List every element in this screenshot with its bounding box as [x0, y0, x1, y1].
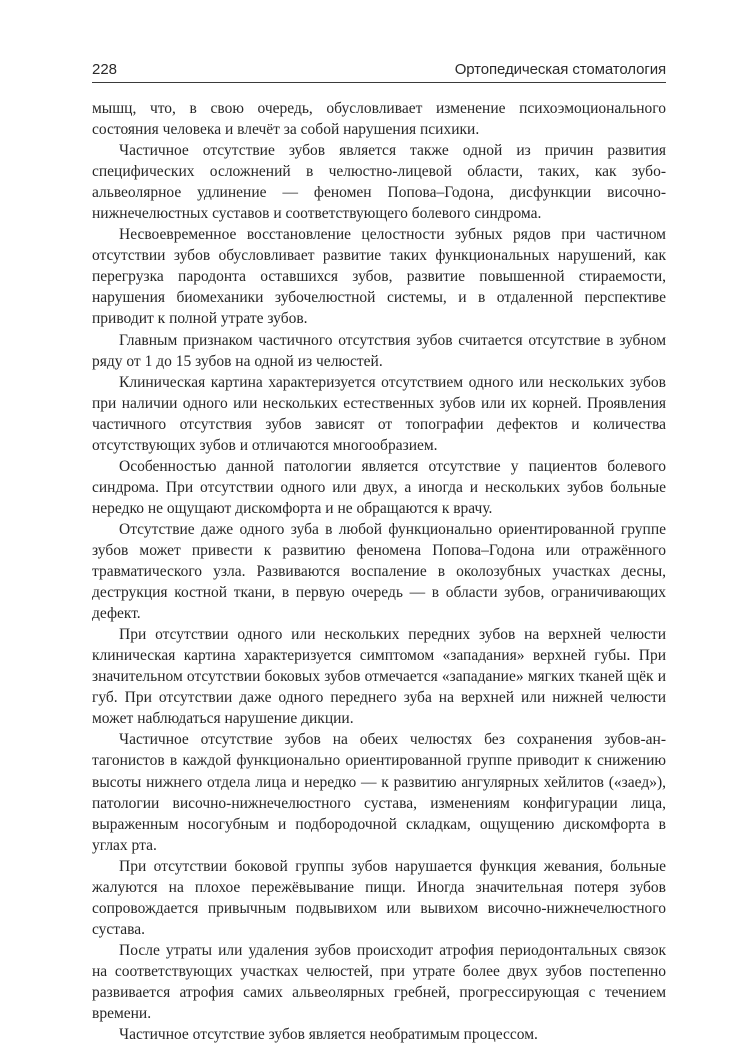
book-title: Ортопедическая стоматология [454, 61, 666, 78]
paragraph: Особенностью данной патологии является отсутствие у пациентов болевого синдрома. При отсутствии одного или двух, а иногда и нескольких зубов больные нередко не ощущают дискомфорта и не обращаются к врачу. [92, 457, 666, 517]
paragraph: После утраты или удаления зубов происходит атрофия периодонтальных связок на соответствующих участках челюстей, при утрате более двух зубов постепенно развивается атрофия самих альвеолярных гребней, прогрессирующая с течением времени. [92, 941, 666, 1023]
paragraph: Частичное отсутствие зубов на обеих челюстях без сохранения зубов-антагонистов в каждой функционально ориентированной группе приводит к снижению высоты нижнего отдела лица и нередко — к развитию ангулярных хейлитов («заед»), патологии височно-нижнечелюстного сустава, изменениям конфигурации лица, выраженным носогубным и подбородочной складкам, ощущению дискомфорта в углах рта. [92, 731, 666, 854]
paragraph: При отсутствии боковой группы зубов нарушается функция жевания, больные жалуются на плохое пережёвывание пищи. Иногда значительная потеря зубов сопровождается привычным подвывихом или вывихом височно-нижнечелюстного сустава. [92, 857, 666, 938]
paragraph: При отсутствии одного или нескольких передних зубов на верхней челюсти клиническая картина характеризуется симптомом «западания» верхней губы. При значительном отсутствии боковых зубов отмечается «западание» мягких тканей щёк и губ. При отсутствии даже одного переднего зуба на верхней или нижней челюсти может наблюдаться нарушение дикции. [92, 626, 666, 728]
paragraph: Частичное отсутствие зубов является необратимым процессом. [119, 1026, 538, 1044]
paragraph-continued: мышц, что, в свою очередь, обусловливает изменение психоэмоционального состояния человека и влечёт за собой нарушения психики. [92, 100, 666, 139]
running-header [92, 60, 666, 83]
body-text [92, 98, 666, 1045]
paragraph: Частичное отсутствие зубов является также одной из причин развития специфических осложнений в челюстно-лицевой области, таких, как зубоальвеолярное удлинение — феномен Попова–Годона, дисфункции височно-нижнечелюстных суставов и соответствующего болевого синдрома. [92, 142, 666, 223]
page-number: 228 [92, 61, 118, 78]
paragraph: Отсутствие даже одного зуба в любой функционально ориентированной группе зубов может привести к развитию феномена Попова–Годона или отражённого травматического узла. Развиваются воспаление в околозубных участках десны, деструкция костной ткани, в первую очередь — в области зубов, ограничивающих дефект. [92, 520, 666, 623]
paragraph: Клиническая картина характеризуется отсутствием одного или нескольких зубов при наличии одного или нескольких естественных зубов или их корней. Проявления частичного отсутствия зубов зависят от топографии дефектов и количества отсутствующих зубов и отличаются многообразием. [92, 373, 666, 454]
paragraph: Несвоевременное восстановление целостности зубных рядов при частичном отсутствии зубов обусловливает развитие таких функциональных нарушений, как перегрузка пародонта оставшихся зубов, развитие повышенной стираемости, нарушения биомеханики зубочелюстной системы, и в отдаленной перспективе приводит к полной утрате зубов. [92, 226, 666, 328]
paragraph: Главным признаком частичного отсутствия зубов считается отсутствие в зубном ряду от 1 до 15 зубов на одной из челюстей. [92, 331, 666, 370]
